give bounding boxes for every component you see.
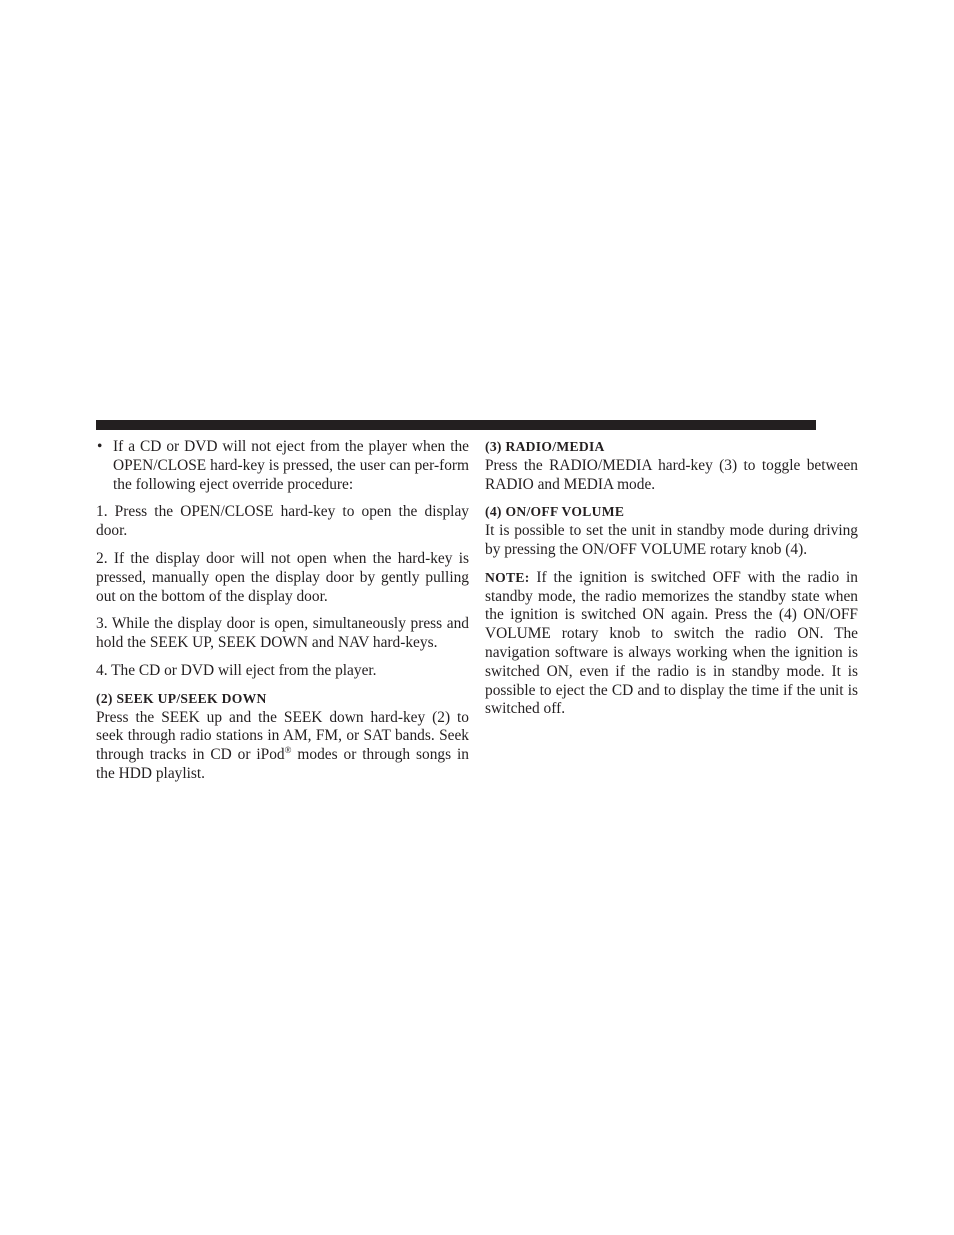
step-3: 3. While the display door is open, simultaneously press and hold the SEEK UP, SEEK DOWN and NAV hard-keys.: [96, 615, 469, 652]
eject-override-bullet: [96, 438, 469, 494]
seek-body-part1: Press the SEEK up and the SEEK down hard-key (2) to seek through radio stations in AM, FM, or SAT bands. Seek through tracks in CD or iPod: [96, 708, 469, 764]
note-paragraph: [485, 569, 858, 719]
bullet-text: If a CD or DVD will not eject from the player when the OPEN/CLOSE hard-key is pressed, the user can per-form the following eject override procedure:: [113, 438, 469, 493]
seek-body-part2: modes or through songs in the HDD playlist.: [96, 746, 470, 782]
right-column: [485, 438, 858, 728]
seek-heading: (2) SEEK UP/SEEK DOWN: [96, 690, 267, 706]
note-label: NOTE:: [485, 569, 530, 585]
step-2: 2. If the display door will not open when the hard-key is pressed, manually open the display door by gently pulling out on the bottom of the display door.: [96, 549, 469, 605]
left-column: [96, 438, 469, 793]
seek-body: [96, 709, 469, 784]
on-off-volume-body: It is possible to set the unit in standby mode during driving by pressing the ON/OFF VOLUME rotary knob (4).: [485, 522, 858, 558]
radio-media-body: Press the RADIO/MEDIA hard-key (3) to toggle between RADIO and MEDIA mode.: [485, 456, 858, 493]
step-4: 4. The CD or DVD will eject from the player.: [96, 661, 377, 679]
trademark-mark: ®: [284, 745, 292, 756]
step-1: 1. Press the OPEN/CLOSE hard-key to open the display door.: [96, 503, 469, 540]
header-rule: [96, 420, 816, 430]
on-off-volume-heading: (4) ON/OFF VOLUME: [485, 504, 625, 520]
radio-media-heading: (3) RADIO/MEDIA: [485, 439, 605, 454]
bullet-icon: •: [97, 438, 103, 455]
note-body: If the ignition is switched OFF with the radio in standby mode, the radio memorizes the standby state when the ignition is switched ON again. Press the (4) ON/OFF VOLUME rotary knob to switch the radio ON. The navigation software is always working when the ignition is switched ON, even if the radio is in standby mode. It is possible to eject the CD and to display the time if the unit is switched off.: [485, 568, 858, 718]
